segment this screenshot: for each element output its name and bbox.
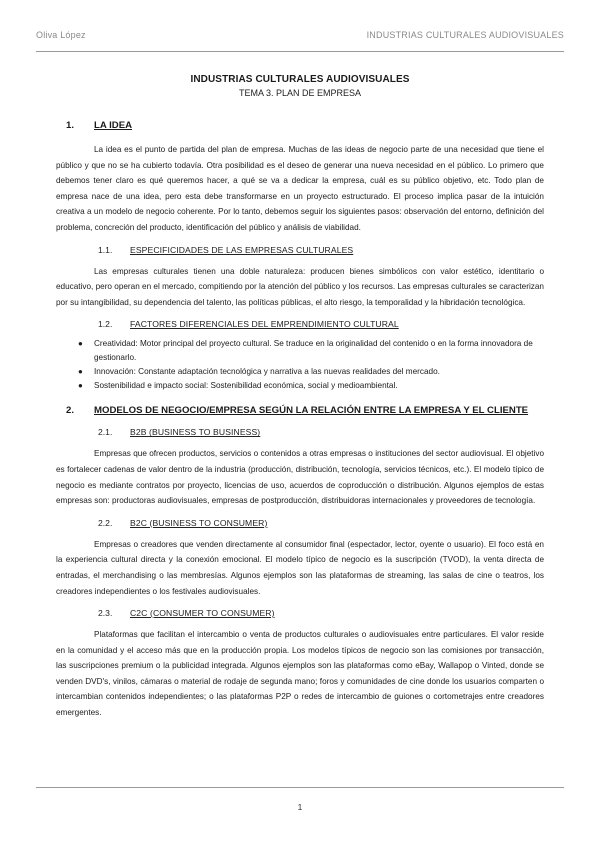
list-item [56, 365, 544, 379]
page-number: 1 [297, 802, 303, 812]
section-1-body: La idea es el punto de partida del plan de empresa. Muchas de las ideas de negocio parte de una necesidad que tiene el público y que no se ha cubierto todavía. Otra posibilidad es el deseo de generar una nueva necesidad en el público. Lo primero que debemos tener claro es qué queremos hacer, a qué se va a dedicar la empresa, cuál es su público objetivo, etc. Todo plan de empresa nace de una idea, pero esta debe transformarse en un proyecto estructurado. El proceso implica pasar de la intuición creativa a un modelo de negocio coherente. Por lo tanto, debemos seguir los siguientes pasos: observación del entorno, definición del problema, concreción del producto, identificación del público y análisis de viabilidad. [56, 145, 544, 232]
list-item [56, 379, 544, 393]
factors-list [56, 337, 544, 393]
subsection-title: ESPECIFICIDADES DE LAS EMPRESAS CULTURALES [130, 244, 354, 255]
header-author: Oliva López [36, 30, 86, 40]
bullet-icon: ● [78, 367, 83, 377]
subsection-2-2-body: Empresas o creadores que venden directamente al consumidor final (espectador, lector, oyente o usuario). El foco está en la experiencia cultural directa y la conexión emocional. El modelo típico de negocio es la suscripción (TVOD), la venta directa de entradas, el merchandising o las membresías. Algunos ejemplos son las plataformas de streaming, las salas de cine o teatros, los creadores independientes o los festivales audiovisuales. [56, 539, 544, 596]
header-divider [36, 51, 564, 52]
list-item-text: Sostenibilidad e impacto social: Sostenibilidad económica, social y medioambiental. [94, 381, 398, 391]
subsection-number: 1.1. [98, 244, 113, 255]
subsection-heading-1-2 [98, 319, 544, 329]
bullet-icon: ● [78, 381, 83, 391]
section-number: 2. [66, 405, 75, 417]
subsection-title: B2C (BUSINESS TO CONSUMER) [130, 517, 268, 528]
section-title: LA IDEA [94, 120, 133, 131]
subsection-number: 2.1. [98, 427, 113, 438]
subsection-number: 2.3. [98, 608, 113, 619]
section-heading-1 [66, 120, 544, 131]
page-header [36, 30, 564, 40]
page-content [56, 74, 544, 721]
footer-divider [36, 787, 564, 788]
document-title: INDUSTRIAS CULTURALES AUDIOVISUALES [190, 74, 410, 85]
subsection-title: C2C (CONSUMER TO CONSUMER) [130, 608, 275, 619]
header-course: INDUSTRIAS CULTURALES AUDIOVISUALES [366, 30, 564, 40]
section-heading-2 [66, 405, 544, 416]
subsection-2-3-body: Plataformas que facilitan el intercambio o venta de productos culturales o audiovisuales entre particulares. El valor reside en la comunidad y el acceso más que en la producción propia. Los modelos típicos de negocio son las comisiones por transacción, las suscripciones premium o la publicidad integrada. Algunos ejemplos son las plataformas como eBay, Wallapop o Vinted, donde se venden DVD's, vinilos, cámaras o material de rodaje de segunda mano; foros y comunidades de cine donde los usuarios comparten o intercambian contenidos independientes; o las plataformas P2P o redes de intercambio de guiones o cortometrajes entre creadores emergentes. [56, 630, 544, 718]
subsection-heading-2-2 [98, 518, 544, 528]
subsection-number: 2.2. [98, 517, 113, 528]
subsection-number: 1.2. [98, 319, 113, 330]
subsection-title: FACTORES DIFERENCIALES DEL EMPRENDIMIENTO CULTURAL [130, 319, 399, 330]
list-item-text: Innovación: Constante adaptación tecnológica y narrativa a las nuevas realidades del mercado. [94, 367, 440, 377]
section-number: 1. [66, 120, 75, 131]
bullet-icon: ● [78, 339, 83, 349]
subsection-heading-2-3 [98, 608, 544, 618]
subsection-title: B2B (BUSINESS TO BUSINESS) [130, 427, 261, 438]
subsection-2-1-body: Empresas que ofrecen productos, servicios o contenidos a otras empresas o instituciones del sector audiovisual. El objetivo es fortalecer cadenas de valor dentro de la industria (producción, distribución, tecnología, servicios técnicos, etc.). El modelo típico de negocio es mediante contratos por proyecto, licencias de uso, acuerdos de coproducción o distribución. Algunos ejemplos de estas empresas son: productoras audiovisuales, empresas de postproducción, distribuidoras internacionales y proveedores de tecnología. [56, 449, 544, 506]
subsection-heading-2-1 [98, 427, 544, 437]
list-item-text: Creatividad: Motor principal del proyecto cultural. Se traduce en la originalidad del contenido o en la forma innovadora de gestionarlo. [94, 339, 533, 363]
section-title: MODELOS DE NEGOCIO/EMPRESA SEGÚN LA RELACIÓN ENTRE LA EMPRESA Y EL CLIENTE [94, 405, 529, 417]
document-subtitle: TEMA 3. PLAN DE EMPRESA [238, 88, 362, 98]
subsection-1-1-body: Las empresas culturales tienen una doble naturaleza: producen bienes simbólicos con valor estético, identitario o educativo, pero operan en el mercado, compitiendo por la atención del público y los recursos. Las empresas culturales se caracterizan por su intangibilidad, su dependencia del talento, las políticas públicas, el alto riesgo, la temporalidad y la hibridación tecnológica. [56, 266, 544, 307]
subsection-heading-1-1 [98, 245, 544, 255]
list-item [56, 337, 544, 365]
